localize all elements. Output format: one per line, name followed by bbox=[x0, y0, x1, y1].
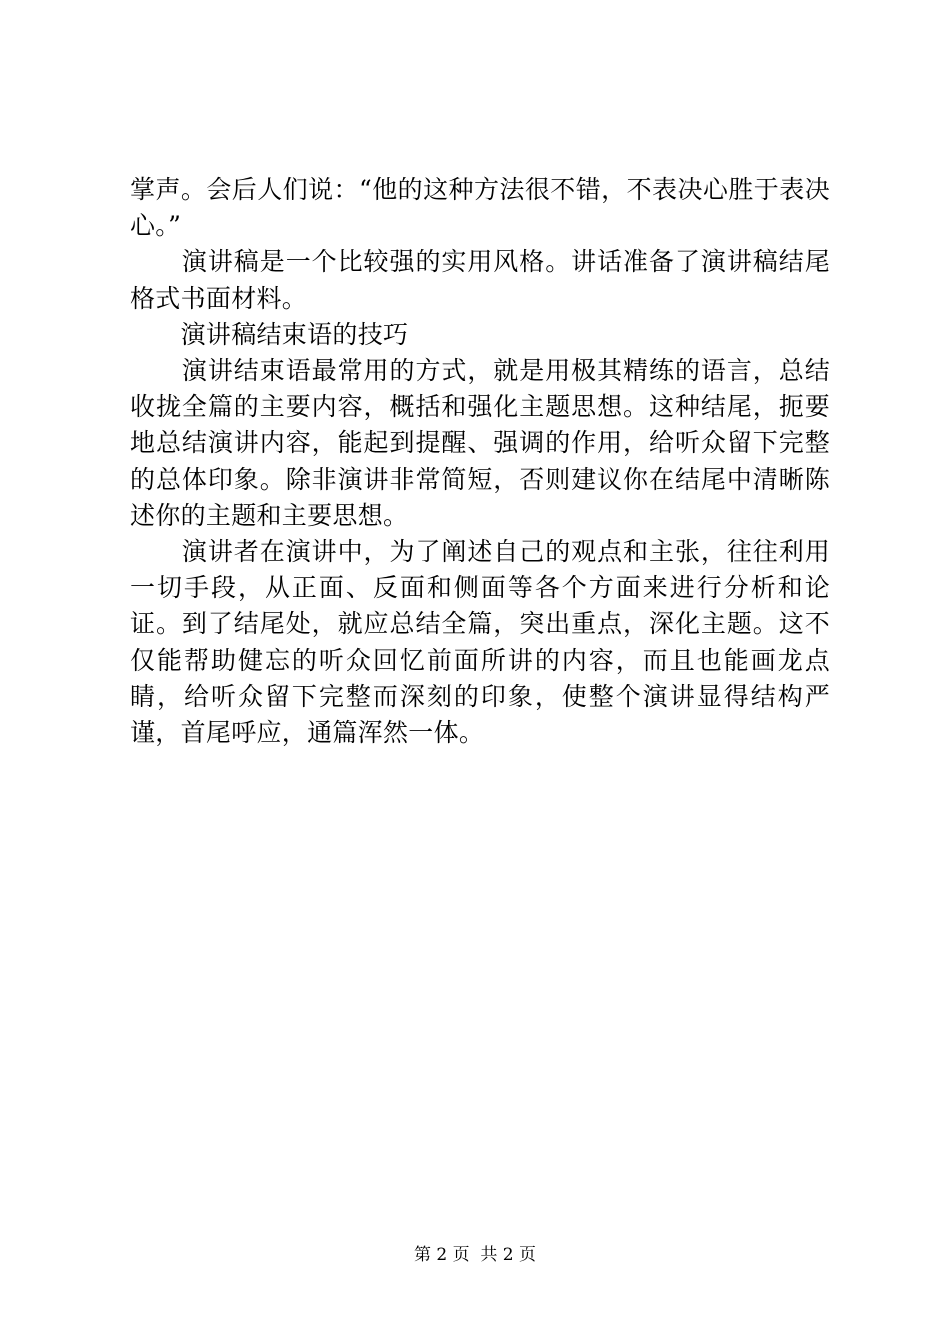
section-heading: 演讲稿结束语的技巧 bbox=[130, 319, 409, 349]
paragraph: 演讲者在演讲中，为了阐述自己的观点和主张，往往利用一切手段，从正面、反面和侧面等各个方面来进行分析和论证。到了结尾处，就应总结全篇，突出重点，深化主题。这不仅能帮助健忘的听众回忆前面所讲的内容，而且也能画龙点睛，给听众留下完整而深刻的印象，使整个演讲显得结构严谨，首尾呼应，通篇浑然一体。 bbox=[130, 537, 830, 748]
paragraph: 演讲稿是一个比较强的实用风格。讲话准备了演讲稿结尾格式书面材料。 bbox=[130, 247, 830, 313]
paragraph: 掌声。会后人们说：“他的这种方法很不错，不表决心胜于表决心。” bbox=[130, 175, 830, 241]
paragraph: 演讲结束语最常用的方式，就是用极其精练的语言，总结收拢全篇的主要内容，概括和强化主题思想。这种结尾，扼要地总结演讲内容，能起到提醒、强调的作用，给听众留下完整的总体印象。除非演讲非常简短，否则建议你在结尾中清晰陈述你的主题和主要思想。 bbox=[130, 356, 830, 530]
document-body bbox=[130, 172, 830, 751]
page-footer: 第 2 页 共 2 页 bbox=[413, 1245, 537, 1265]
